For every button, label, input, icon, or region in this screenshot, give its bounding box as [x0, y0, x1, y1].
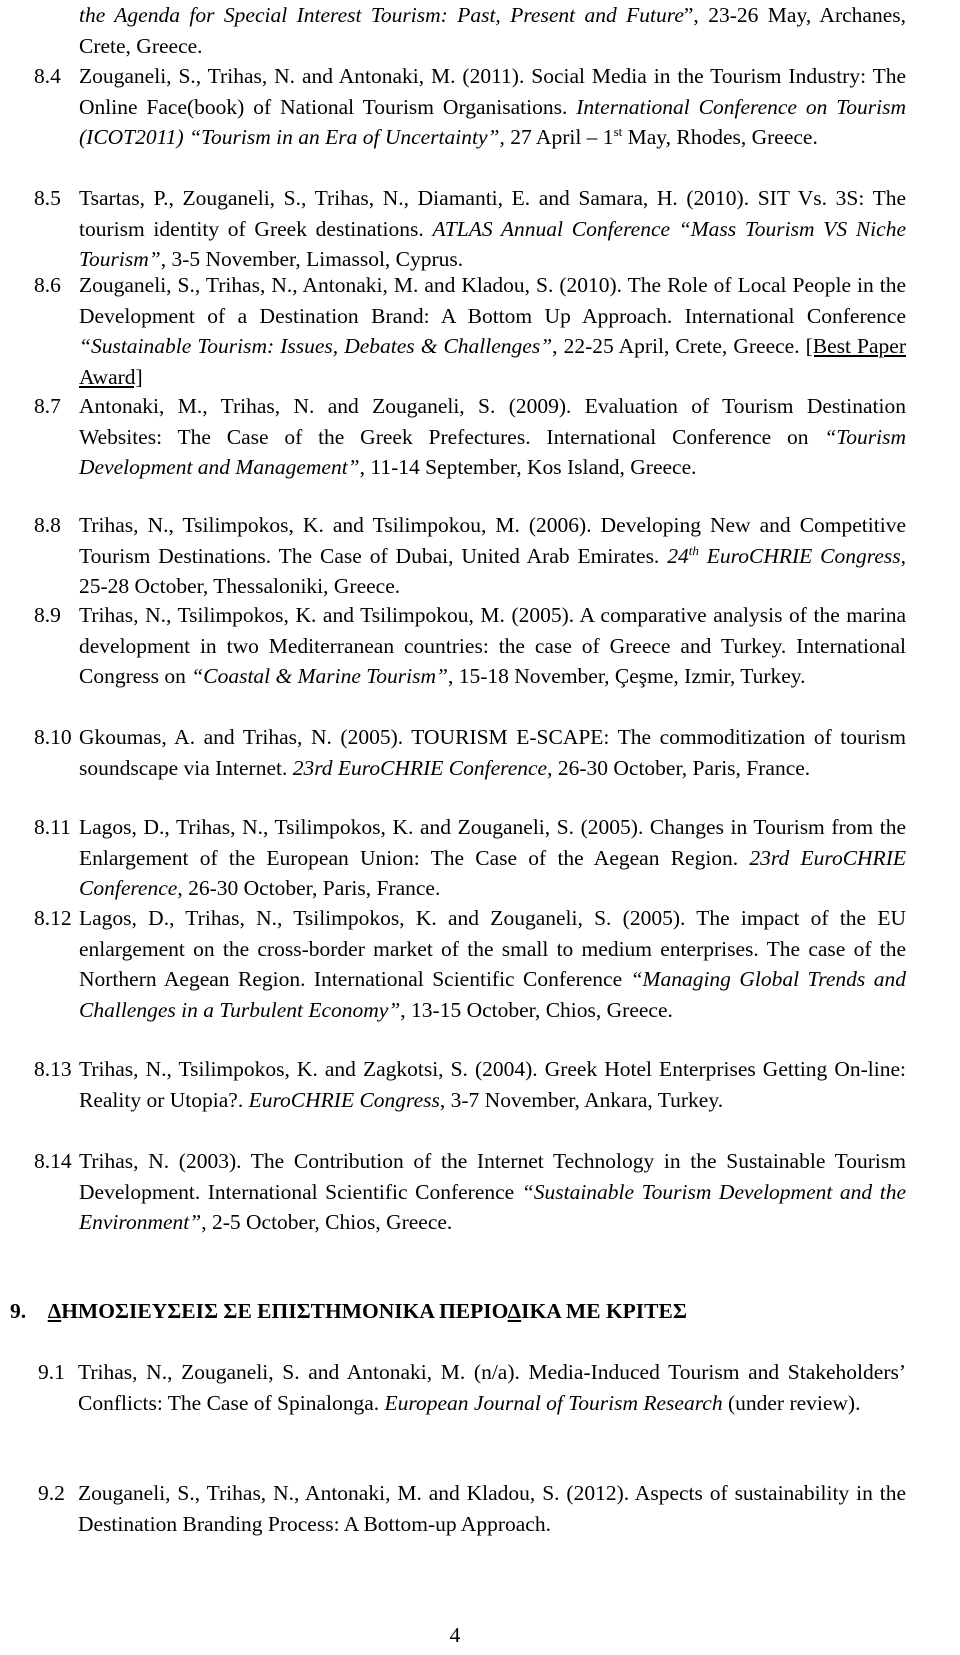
reference-text-segment: , 11-14 September, Kos Island, Greece. [359, 455, 697, 479]
reference-text-segment: Zouganeli, S., Trihas, N. and Antonaki, M. (2011). Social Media in the Tourism Industry: The Online Face(book) of National Tourism Organisations. [79, 64, 906, 119]
reference-entry-8-10 [34, 722, 906, 783]
reference-text-segment: Trihas, N., Tsilimpokos, K. and Tsilimpokou, M. (2006). Developing New and Competitive Tourism Destinations. The Case of Dubai, United Arab Emirates. [79, 513, 906, 568]
reference-number: 8.8 [34, 513, 61, 537]
reference-text-segment: , 26-30 October, Paris, France. [177, 876, 441, 900]
reference-text-segment: Tsartas, P., Zouganeli, S., Trihas, N., Diamanti, E. and Samara, H. (2010). SIT Vs. 3S: The tourism identity of Greek destinations. [79, 186, 906, 241]
reference-text-segment: (under review). [722, 1390, 861, 1415]
reference-text-segment: 23rd EuroCHRIE Conference [292, 755, 548, 780]
reference-number: 9.1 [38, 1360, 65, 1384]
reference-text [78, 1478, 906, 1539]
reference-text-segment: May, Rhodes, Greece. [622, 125, 818, 149]
reference-text [79, 391, 906, 483]
reference-entry-8-12 [34, 903, 906, 1025]
reference-text [79, 270, 906, 392]
reference-number: 8.14 [34, 1149, 72, 1173]
reference-text-segment: , 3-7 November, Ankara, Turkey. [439, 1087, 724, 1112]
reference-text [79, 0, 906, 61]
reference-text-segment: , 3-5 November, Limassol, Cyprus. [160, 247, 464, 271]
reference-entry-9-1 [38, 1357, 906, 1418]
reference-text [79, 183, 906, 275]
section-heading [10, 1296, 687, 1327]
reference-text-segment: EuroCHRIE Congress [698, 543, 901, 568]
reference-number: 8.9 [34, 603, 61, 627]
reference-entry-continuation [34, 0, 906, 61]
reference-text-segment: ”, 23-26 May, Archanes, Crete, Greece. [79, 3, 906, 58]
reference-text-segment: Antonaki, M., Trihas, N. and Zouganeli, S. (2009). Evaluation of Tourism Destination Websites: The Case of the Greek Prefectures. International Conference on [79, 394, 906, 449]
reference-text-segment: Gkoumas, A. and Trihas, N. (2005). TOURISM E-SCAPE: The commoditization of tourism soundscape via Internet. [79, 725, 906, 780]
reference-text-segment: [Best Paper Award] [79, 334, 906, 389]
reference-text-segment: Lagos, D., Trihas, N., Tsilimpokos, K. and Zouganeli, S. (2005). Changes in Tourism from the Enlargement of the European Union: The Case of the Aegean Region. [79, 815, 906, 870]
reference-text-segment: Trihas, N., Tsilimpokos, K. and Zagkotsi, S. (2004). Greek Hotel Enterprises Getting On-line: Reality or Utopia?. [79, 1057, 906, 1112]
reference-text-segment: , 26-30 October, Paris, France. [547, 755, 811, 780]
reference-text-segment: Zouganeli, S., Trihas, N., Antonaki, M. and Kladou, S. (2010). The Role of Local People in the Development of a Destination Brand: A Bottom Up Approach. International Conference [79, 273, 906, 328]
reference-entry-8-7 [34, 391, 906, 483]
reference-number: 8.10 [34, 725, 72, 749]
reference-entry-8-11 [34, 812, 906, 904]
reference-text [79, 510, 906, 602]
reference-text-segment: Trihas, N., Zouganeli, S. and Antonaki, M. (n/a). Media-Induced Tourism and Stakeholders’ Conflicts: The Case of Spinalonga. [78, 1360, 906, 1415]
section-title-end: ΙΚΑ ΜΕ ΚΡΙΤΕΣ [521, 1299, 687, 1323]
reference-number: 9.2 [38, 1481, 65, 1505]
section-title-first-letter: Δ [47, 1299, 62, 1323]
reference-text-segment: European Journal of Tourism Research [384, 1390, 723, 1415]
page-number: 4 [449, 1623, 461, 1647]
reference-text-segment: “Sustainable Tourism Development and the Environment” [79, 1179, 906, 1234]
reference-number: 8.7 [34, 394, 61, 418]
reference-text-segment: the Agenda for Special Interest Tourism: Past, Present and Future [79, 3, 684, 27]
reference-entry-8-5 [34, 183, 906, 275]
reference-text-segment: , 22-25 April, Crete, Greece. [552, 334, 806, 358]
reference-entry-8-4 [34, 61, 906, 153]
reference-text-segment: , 25-28 October, Thessaloniki, Greece. [79, 543, 906, 598]
reference-entry-8-13 [34, 1054, 906, 1115]
reference-text-segment: Trihas, N., Tsilimpokos, K. and Tsilimpokou, M. (2005). A comparative analysis of the marina development in two Mediterranean countries: the case of Greece and Turkey. International Congress on [79, 603, 906, 688]
reference-text-segment: Lagos, D., Trihas, N., Tsilimpokos, K. and Zouganeli, S. (2005). The impact of the EU enlargement on the cross-border market of the small to medium enterprises. The case of the Northern Aegean Region. International Scientific Conference [79, 906, 906, 991]
reference-text [79, 61, 906, 153]
reference-text-segment: , 15-18 November, Çeşme, Izmir, Turkey. [447, 664, 806, 688]
reference-text-segment: 23rd EuroCHRIE Conference [79, 845, 906, 900]
reference-text-segment: Trihas, N. (2003). The Contribution of the Internet Technology in the Sustainable Tourism Development. International Scientific Conference [79, 1149, 906, 1204]
reference-text-segment: , 13-15 October, Chios, Greece. [400, 997, 673, 1022]
reference-text-segment: st [613, 123, 623, 139]
reference-text-segment: “Tourism Development and Management” [79, 424, 906, 479]
reference-number: 8.6 [34, 273, 61, 297]
reference-text [79, 903, 906, 1025]
reference-text-segment: , 27 April – 1 [499, 125, 614, 149]
reference-entry-8-14 [34, 1146, 906, 1238]
reference-text-segment: “Managing Global Trends and Challenges in a Turbulent Economy” [79, 967, 906, 1022]
reference-text [79, 1146, 906, 1238]
section-title-part: ΗΜΟΣΙΕΥΣΕΙΣ ΣΕ ΕΠΙΣΤΗΜΟΝΙΚΑ ΠΕΡΙΟ [61, 1299, 508, 1323]
reference-text [79, 812, 906, 904]
reference-entry-8-8 [34, 510, 906, 602]
reference-text-segment: th [688, 542, 699, 558]
reference-text [79, 1054, 906, 1115]
reference-text [78, 1357, 906, 1418]
reference-text-segment: , 2-5 October, Chios, Greece. [201, 1210, 453, 1234]
reference-entry-9-2 [38, 1478, 906, 1539]
reference-number: 8.4 [34, 64, 61, 88]
reference-text [79, 600, 906, 692]
reference-text-segment: “Coastal & Marine Tourism” [191, 664, 448, 688]
reference-number: 8.12 [34, 906, 72, 930]
reference-entry-8-9 [34, 600, 906, 692]
section-title-mid-letter: Δ [507, 1299, 522, 1323]
reference-number: 8.13 [34, 1057, 72, 1081]
reference-text-segment: International Conference on Tourism (ICOT2011) “Tourism in an Era of Uncertainty” [79, 94, 907, 149]
reference-text-segment: EuroCHRIE Congress [248, 1087, 440, 1112]
reference-number: 8.11 [34, 815, 71, 839]
reference-text-segment: 24 [667, 543, 689, 568]
reference-text-segment: ATLAS Annual Conference “Mass Tourism VS Niche Tourism” [79, 216, 906, 271]
reference-text-segment: “Sustainable Tourism: Issues, Debates & Challenges” [79, 334, 553, 358]
reference-text-segment: Zouganeli, S., Trihas, N., Antonaki, M. and Kladou, S. (2012). Aspects of sustainability in the Destination Branding Process: A Bottom-up Approach. [78, 1481, 906, 1536]
section-number: 9. [10, 1299, 27, 1323]
reference-entry-8-6 [34, 270, 906, 392]
reference-text [79, 722, 906, 783]
reference-number: 8.5 [34, 186, 61, 210]
